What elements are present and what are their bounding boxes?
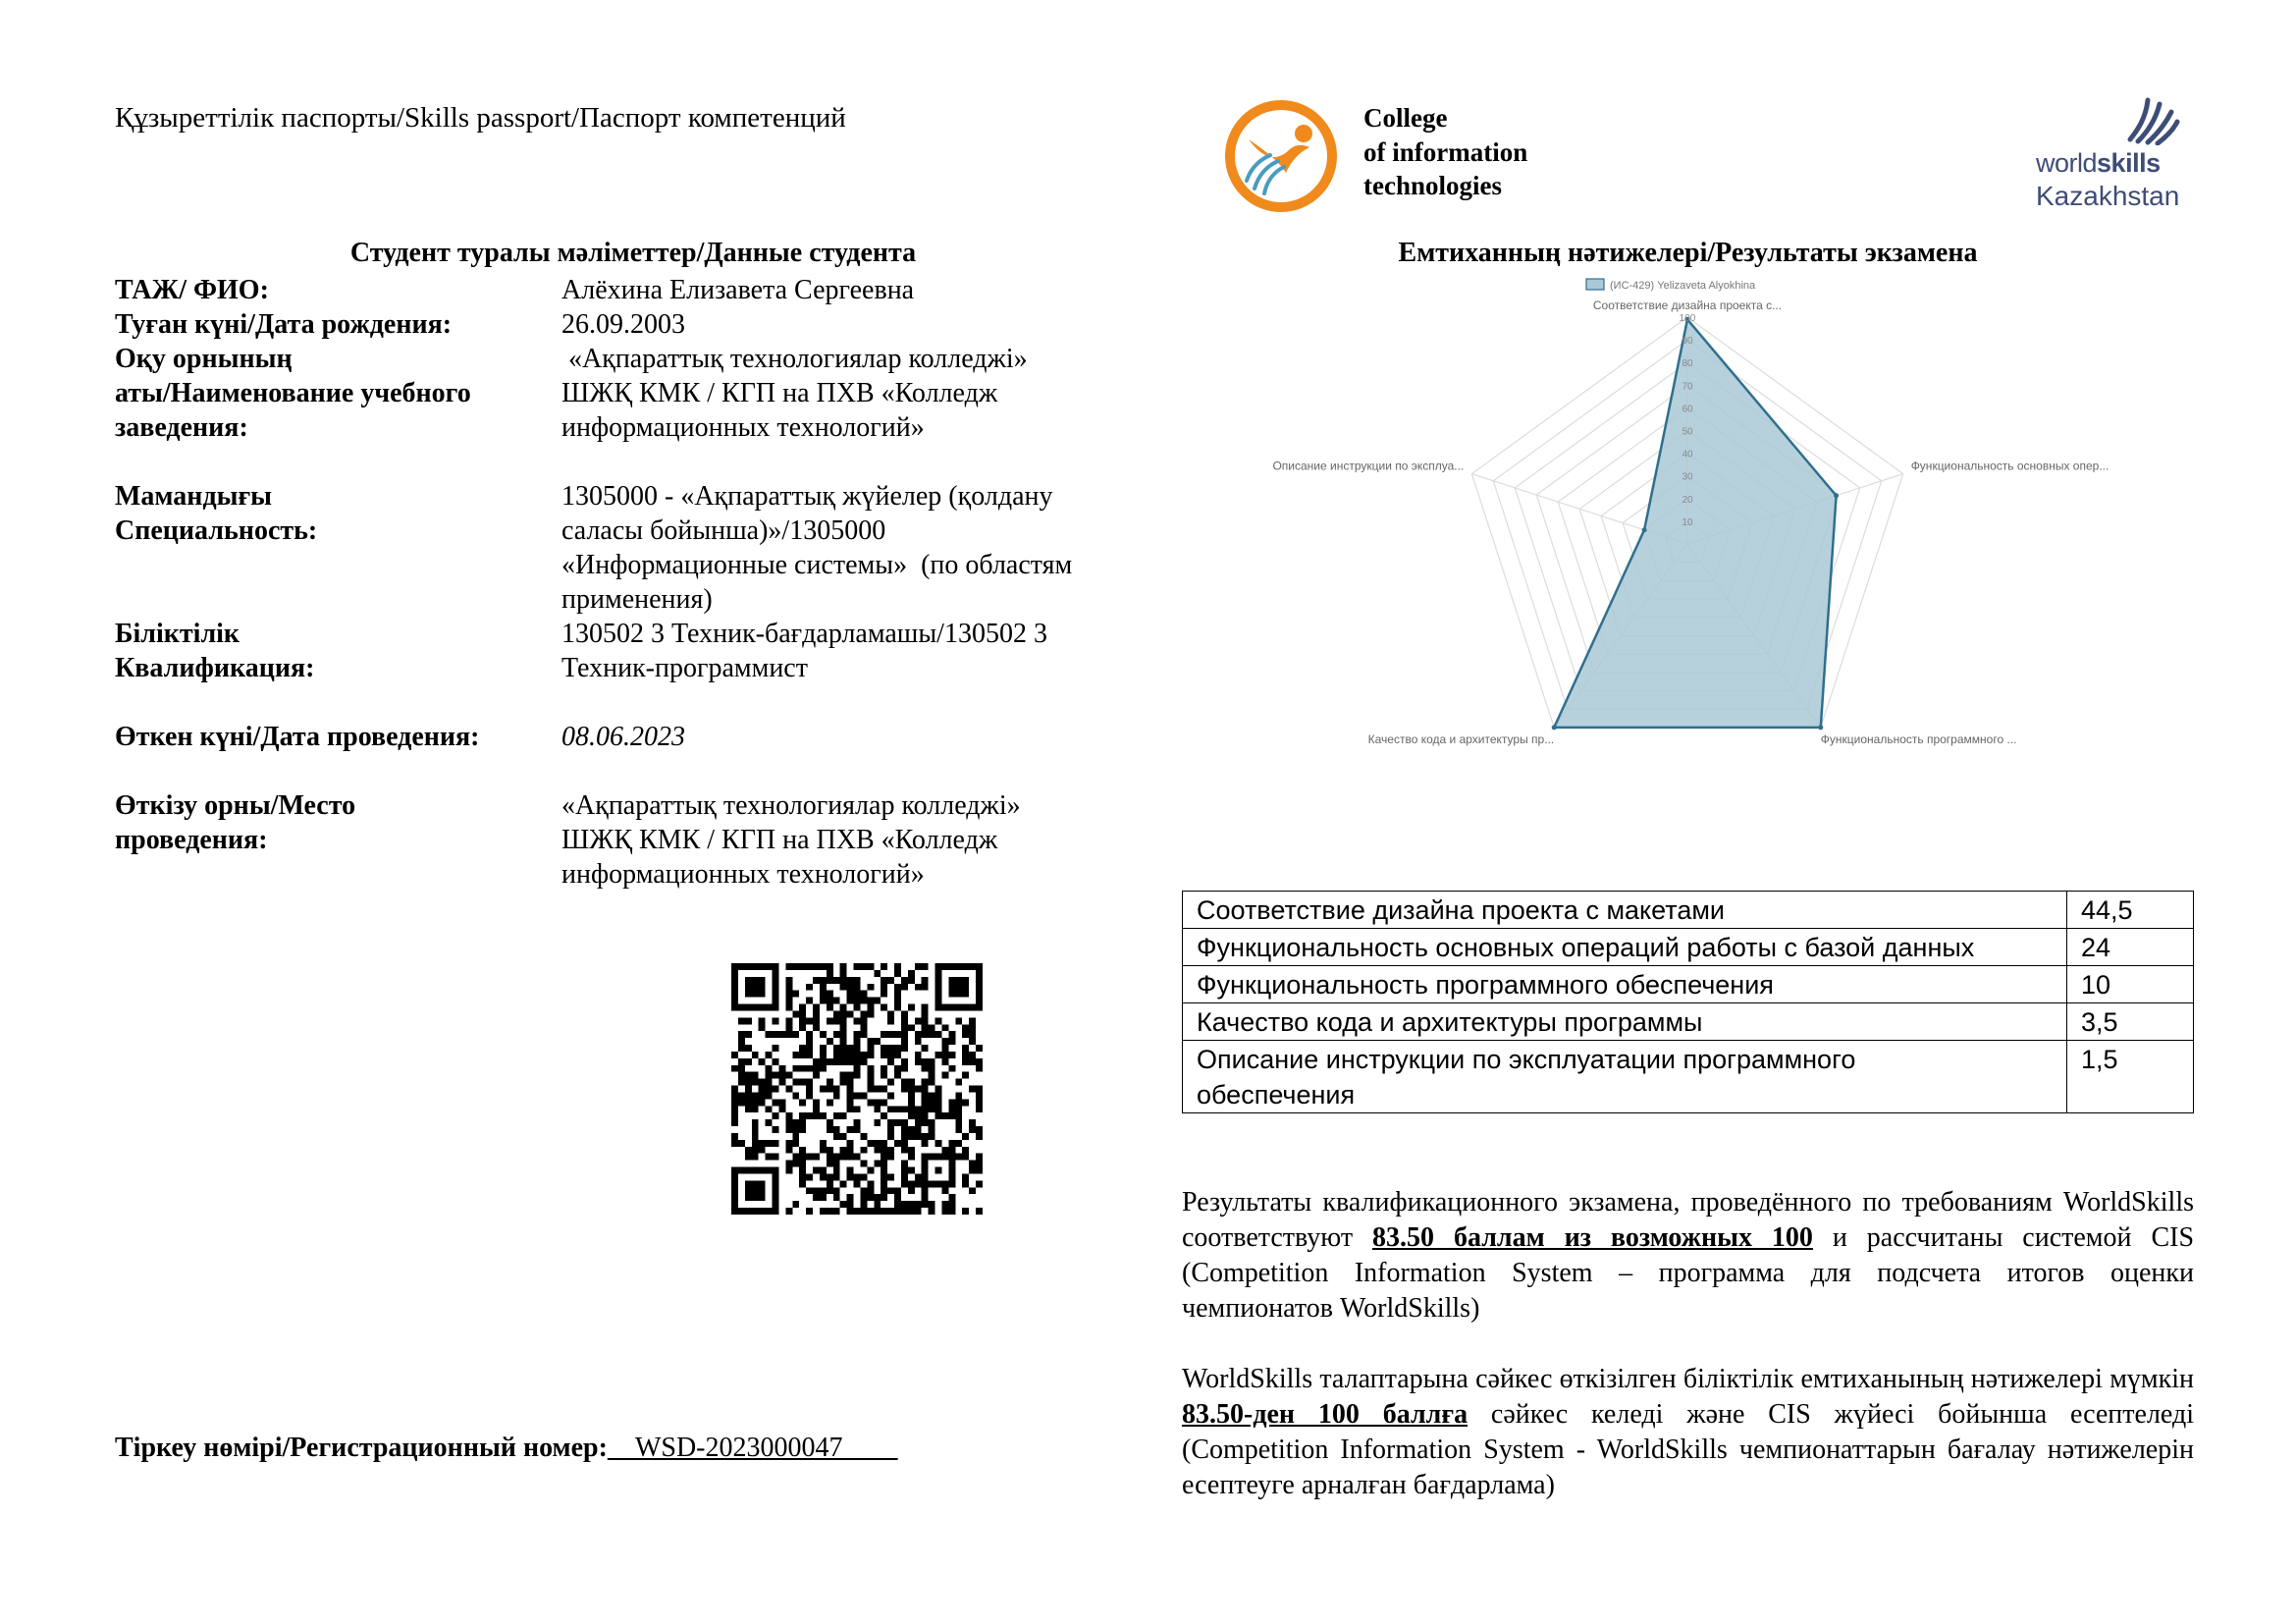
criterion-cell: Качество кода и архитектуры программы [1183, 1003, 2067, 1041]
criterion-cell: Функциональность программного обеспечения [1183, 966, 2067, 1003]
birth-date-label: Туған күні/Дата рождения: [115, 309, 453, 340]
exam-date-label: Өткен күні/Дата проведения: [115, 722, 480, 752]
criterion-text: Описание инструкции по эксплуатации программного обеспечения [1197, 1045, 1856, 1110]
venue-label [115, 788, 561, 892]
specialty-value-line: применения) [561, 584, 713, 615]
institution-value-line: «Ақпараттық технологиялар колледжі» [561, 344, 1028, 374]
venue-row [115, 788, 1155, 892]
venue-value-line: информационных технологий» [561, 859, 925, 890]
results-heading: Емтиханның нәтижелері/Результаты экзамена [1398, 238, 1978, 268]
tick-label: 100 [1679, 313, 1696, 324]
specialty-label [115, 479, 561, 617]
summary-kz-text: сәйкес келеді және CIS жүйесі бойынша есептеледі (Competition Information System - WorldSkills чемпионаттарын бағалау нәтижелерін есептеуге арналған бағдарлама) [1182, 1399, 2194, 1500]
venue-label-line: Өткізу орны/Место [115, 790, 356, 821]
specialty-row [115, 479, 1155, 617]
table-row [1183, 929, 2194, 966]
data-point [1642, 527, 1647, 532]
institution-label-line: Оқу орнының [115, 344, 293, 374]
tick-label: 30 [1682, 471, 1693, 483]
tick-label: 70 [1682, 381, 1693, 393]
results-summary-ru [1182, 1185, 2194, 1326]
tick-label: 80 [1682, 358, 1693, 370]
table-row [1183, 1041, 2194, 1113]
summary-kz-score: 83.50-ден 100 баллға [1182, 1399, 1468, 1430]
specialty-value-line: «Информационные системы» (по областям [561, 550, 1073, 580]
venue-value-line: ШЖҚ КМК / КГП на ПХВ «Колледж [561, 825, 998, 855]
data-point [1834, 493, 1839, 498]
college-logo-head [1295, 125, 1312, 142]
table-row [1183, 1003, 2194, 1041]
axis-label: Описание инструкции по эксплуа... [1272, 459, 1465, 473]
qualification-value-line: Техник-программист [561, 653, 808, 683]
worldskills-hand-icon [2118, 96, 2181, 145]
venue-value-line: «Ақпараттық технологиялар колледжі» [561, 790, 1021, 821]
specialty-label-line: Мамандығы [115, 481, 273, 512]
fio-value: Алёхина Елизавета Сергеевна [561, 275, 915, 305]
institution-label-line: аты/Наименование учебного [115, 378, 471, 408]
venue-value [561, 788, 1155, 892]
axis-label: Соответствие дизайна проекта с... [1592, 298, 1783, 312]
institution-label [115, 342, 561, 445]
exam-date-value: 08.06.2023 [561, 722, 685, 752]
score-cell: 3,5 [2067, 1003, 2194, 1041]
score-cell: 1,5 [2067, 1041, 2194, 1113]
college-name-line: of information [1363, 136, 1528, 167]
summary-ru-text: и рассчитаны системой CIS (Competition Information System – программа для подсчета итогов оценки чемпионатов WorldSkills) [1182, 1222, 2195, 1324]
student-heading: Студент туралы мәліметтер/Данные студента [349, 238, 917, 268]
results-radar-chart [1217, 267, 2160, 758]
qualification-row [115, 617, 1155, 685]
specialty-label-line: Специальность: [115, 515, 318, 546]
qualification-value [561, 617, 1155, 685]
fio-label: ТАЖ/ ФИО: [115, 275, 269, 305]
worldskills-word-world: world [2036, 148, 2098, 178]
axis-label: Функциональность программного ... [1820, 731, 2017, 746]
tick-label: 50 [1682, 426, 1693, 438]
venue-label-line: проведения: [115, 825, 268, 855]
tick-label: 10 [1682, 516, 1693, 528]
qr-code [731, 963, 983, 1215]
summary-kz-text: WorldSkills талаптарына сәйкес өткізілген біліктілік емтиханының нәтижелері мүмкін [1182, 1364, 2194, 1394]
axis-label: Функциональность основных опер... [1910, 459, 2109, 473]
tick-label: 90 [1682, 336, 1693, 348]
data-point [1818, 725, 1823, 730]
college-name-line: College [1363, 103, 1448, 133]
institution-value-line: ШЖҚ КМК / КГП на ПХВ «Колледж [561, 378, 998, 408]
criterion-cell: Соответствие дизайна проекта с макетами [1183, 892, 2067, 929]
tick-label: 40 [1682, 449, 1693, 460]
worldskills-word-skills: skills [2097, 148, 2161, 178]
exam-date-row [115, 720, 1155, 754]
institution-value [561, 342, 1155, 445]
score-cell: 10 [2067, 966, 2194, 1003]
qualification-label-line: Біліктілік [115, 619, 240, 649]
summary-ru-score: 83.50 баллам из возможных 100 [1372, 1222, 1813, 1253]
worldskills-country: Kazakhstan [2036, 181, 2180, 211]
results-summary-kz [1182, 1362, 2194, 1503]
institution-value-line: информационных технологий» [561, 412, 925, 443]
data-point [1552, 725, 1557, 730]
worldskills-wordmark [2036, 147, 2161, 179]
legend-swatch [1586, 279, 1604, 290]
table-row [1183, 966, 2194, 1003]
birth-date-row [115, 307, 1155, 342]
registration-value: __WSD-2023000047____ [607, 1433, 898, 1463]
specialty-value-line: саласы бойынша)»/1305000 [561, 515, 886, 546]
table-row [1183, 892, 2194, 929]
college-name [1363, 101, 1527, 203]
series-area [1554, 319, 1836, 728]
criterion-cell: Функциональность основных операций работы с базой данных [1183, 929, 2067, 966]
tick-label: 60 [1682, 404, 1693, 415]
summary-ru-text: Результаты квалификационного экзамена, проведённого по требованиям WorldSkills соответствуют [1182, 1187, 2194, 1253]
institution-row [115, 342, 1155, 445]
college-logo [1221, 98, 1341, 214]
score-cell: 24 [2067, 929, 2194, 966]
college-name-line: technologies [1363, 171, 1502, 200]
scores-table [1182, 891, 2194, 1113]
axis-label: Качество кода и архитектуры пр... [1367, 731, 1555, 746]
legend-label: (ИС-429) Yelizaveta Alyokhina [1610, 280, 1756, 292]
registration-number [115, 1431, 897, 1466]
student-info [115, 273, 1155, 892]
registration-label: Тіркеу нөмірі/Регистрационный номер: [115, 1433, 608, 1463]
qualification-label [115, 617, 561, 685]
specialty-value-line: 1305000 - «Ақпараттық жүйелер (қолдану [561, 481, 1053, 512]
qualification-label-line: Квалификация: [115, 653, 315, 683]
fio-row [115, 273, 1155, 307]
document-title: Құзыреттілік паспорты/Skills passport/Паспорт компетенций [115, 102, 846, 134]
tick-label: 20 [1682, 494, 1693, 506]
birth-date-value: 26.09.2003 [561, 309, 685, 340]
score-cell: 44,5 [2067, 892, 2194, 929]
institution-label-line: заведения: [115, 412, 248, 443]
specialty-value [561, 479, 1155, 617]
qualification-value-line: 130502 3 Техник-бағдарламашы/130502 3 [561, 619, 1047, 649]
criterion-cell [1183, 1041, 2067, 1113]
